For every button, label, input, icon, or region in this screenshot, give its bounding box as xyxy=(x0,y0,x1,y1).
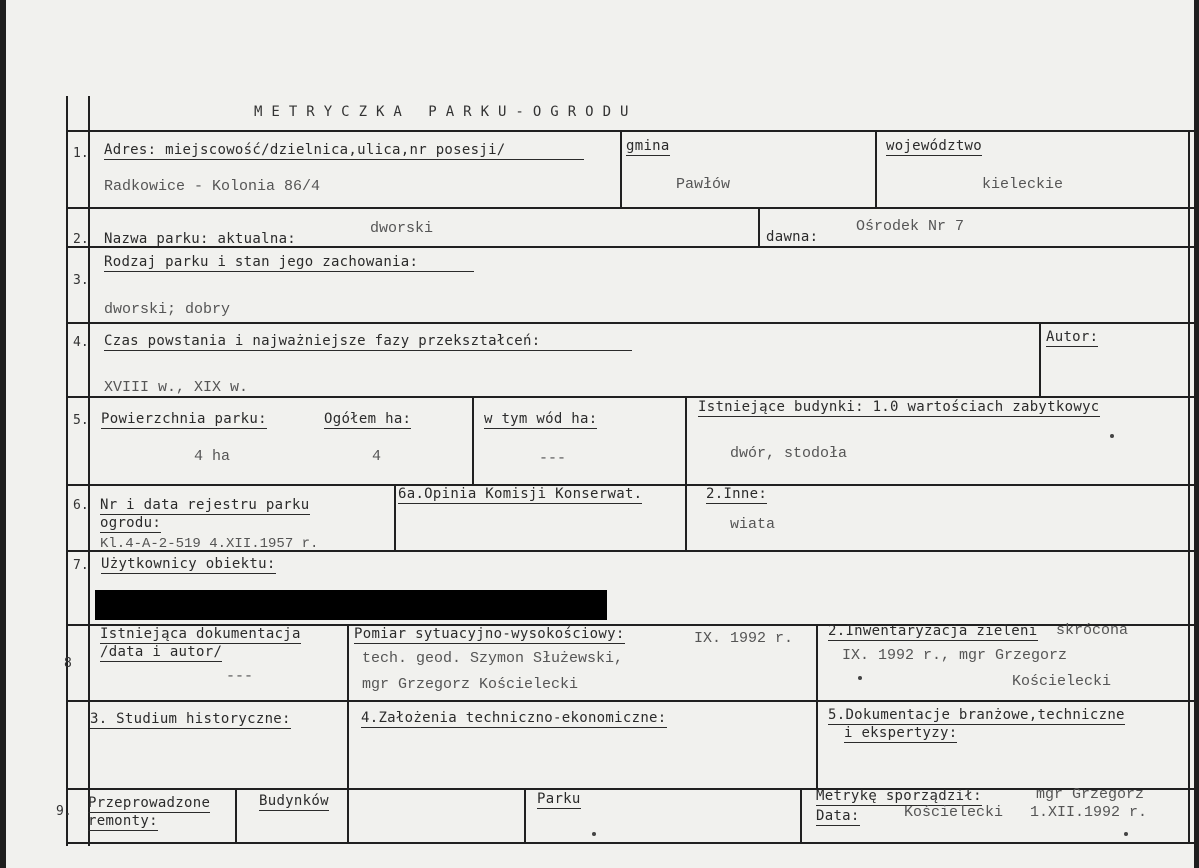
wojewodztwo-value: kieleckie xyxy=(982,176,1064,193)
row-number: 2. xyxy=(73,232,89,247)
water-area-value: --- xyxy=(539,450,567,467)
rule xyxy=(472,396,474,484)
total-area-value: 4 xyxy=(372,448,382,465)
other-value: wiata xyxy=(730,516,776,533)
gmina-label: gmina xyxy=(626,138,670,154)
buildings-repairs-label: Budynków xyxy=(259,793,329,809)
expert-docs-label-line1: 5.Dokumentacje branżowe,techniczne xyxy=(828,707,1125,723)
history-phases-value: XVIII w., XIX w. xyxy=(104,379,249,396)
redaction-bar xyxy=(95,590,607,620)
park-type-value: dworski; dobry xyxy=(104,301,231,318)
ink-speck xyxy=(858,676,862,680)
register-label-line2: ogrodu: xyxy=(100,515,162,531)
rule xyxy=(235,788,237,842)
rule xyxy=(816,624,818,788)
greenery-inventory-suffix: skrócona xyxy=(1056,622,1129,639)
history-phases-label: Czas powstania i najważniejsze fazy przekształceń: xyxy=(104,333,632,351)
users-label: Użytkownicy obiektu: xyxy=(101,556,276,572)
rule xyxy=(66,700,1194,702)
prepared-by-value-line2: Kościelecki xyxy=(904,804,1004,821)
survey-value-line2: mgr Grzegorz Kościelecki xyxy=(362,676,579,693)
total-area-label: Ogółem ha: xyxy=(324,411,412,427)
greenery-inventory-value-line2: Kościelecki xyxy=(1012,673,1112,690)
rule xyxy=(66,130,1194,132)
rule xyxy=(66,322,1194,324)
address-value: Radkowice - Kolonia 86/4 xyxy=(104,178,321,195)
greenery-inventory-value-line1: IX. 1992 r., mgr Grzegorz xyxy=(842,647,1068,664)
conservation-opinion-label: 6a.Opinia Komisji Konserwat. xyxy=(398,486,643,502)
rule xyxy=(66,207,1194,209)
rule xyxy=(524,788,526,842)
row-number: 9. xyxy=(56,804,72,819)
rule xyxy=(758,207,760,246)
survey-date: IX. 1992 r. xyxy=(694,630,794,647)
row-number: 4. xyxy=(73,335,89,350)
register-value: Kl.4-A-2-519 4.XII.1957 r. xyxy=(100,536,319,552)
survey-value-line1: tech. geod. Szymon Służewski, xyxy=(362,650,624,667)
park-name-current: dworski xyxy=(370,220,434,237)
park-repairs-label: Parku xyxy=(537,791,581,807)
row-number: 8 xyxy=(64,656,72,671)
date-value: 1.XII.1992 r. xyxy=(1030,804,1148,821)
wojewodztwo-label: województwo xyxy=(886,138,983,154)
area-value: 4 ha xyxy=(194,448,231,465)
water-area-label: w tym wód ha: xyxy=(484,411,598,427)
rule xyxy=(875,130,877,207)
park-name-label: Nazwa parku: aktualna: xyxy=(104,231,297,247)
other-label: 2.Inne: xyxy=(706,486,768,502)
technical-assumptions-label: 4.Założenia techniczno-ekonomiczne: xyxy=(361,710,667,726)
expert-docs-label-line2: i ekspertyzy: xyxy=(844,725,958,741)
address-label: Adres: miejscowość/dzielnica,ulica,nr posesji/ xyxy=(104,142,584,160)
documentation-label-line2: /data i autor/ xyxy=(100,644,223,660)
rule xyxy=(1188,130,1190,844)
documentation-label-line1: Istniejąca dokumentacja xyxy=(100,626,301,642)
rule xyxy=(800,788,802,842)
historical-study-label: 3. Studium historyczne: xyxy=(90,711,291,727)
rule xyxy=(620,130,622,207)
rule xyxy=(66,96,68,846)
row-number: 7. xyxy=(73,558,89,573)
rule xyxy=(394,484,396,550)
row-number: 5. xyxy=(73,413,89,428)
prepared-by-value: mgr Grzegorz xyxy=(1036,786,1145,803)
register-label-line1: Nr i data rejestru parku xyxy=(100,497,310,513)
repairs-label-line1: Przeprowadzone xyxy=(88,795,211,811)
survey-label: Pomiar sytuacyjno-wysokościowy: xyxy=(354,626,625,642)
date-label: Data: xyxy=(816,808,860,824)
rule xyxy=(66,842,1194,844)
former-name-label: dawna: xyxy=(766,229,819,245)
park-type-label: Rodzaj parku i stan jego zachowania: xyxy=(104,254,474,272)
prepared-by-label: Metrykę sporządził: xyxy=(816,788,982,804)
row-number: 3. xyxy=(73,273,89,288)
rule xyxy=(347,788,349,842)
row-number: 6. xyxy=(73,498,89,513)
rule xyxy=(1039,322,1041,396)
document-sheet xyxy=(6,0,1194,868)
ink-speck xyxy=(1124,832,1128,836)
rule xyxy=(88,96,90,846)
documentation-value: --- xyxy=(226,668,254,685)
ink-speck xyxy=(592,832,596,836)
author-label: Autor: xyxy=(1046,329,1099,345)
document-title: METRYCZKA PARKU-OGRODU xyxy=(254,104,638,120)
ink-speck xyxy=(1110,434,1114,438)
row-number: 1. xyxy=(73,146,89,161)
rule xyxy=(66,396,1194,398)
repairs-label-line2: remonty: xyxy=(88,813,158,829)
area-label: Powierzchnia parku: xyxy=(101,411,267,427)
former-name-value: Ośrodek Nr 7 xyxy=(856,218,965,235)
rule xyxy=(685,396,687,550)
gmina-value: Pawłów xyxy=(676,176,731,193)
rule xyxy=(347,624,349,788)
historic-buildings-label: Istniejące budynki: 1.0 wartościach zabytkowyc xyxy=(698,399,1100,415)
greenery-inventory-label: 2.Inwentaryzacja zieleni xyxy=(828,623,1038,639)
historic-buildings-value: dwór, stodoła xyxy=(730,445,848,462)
